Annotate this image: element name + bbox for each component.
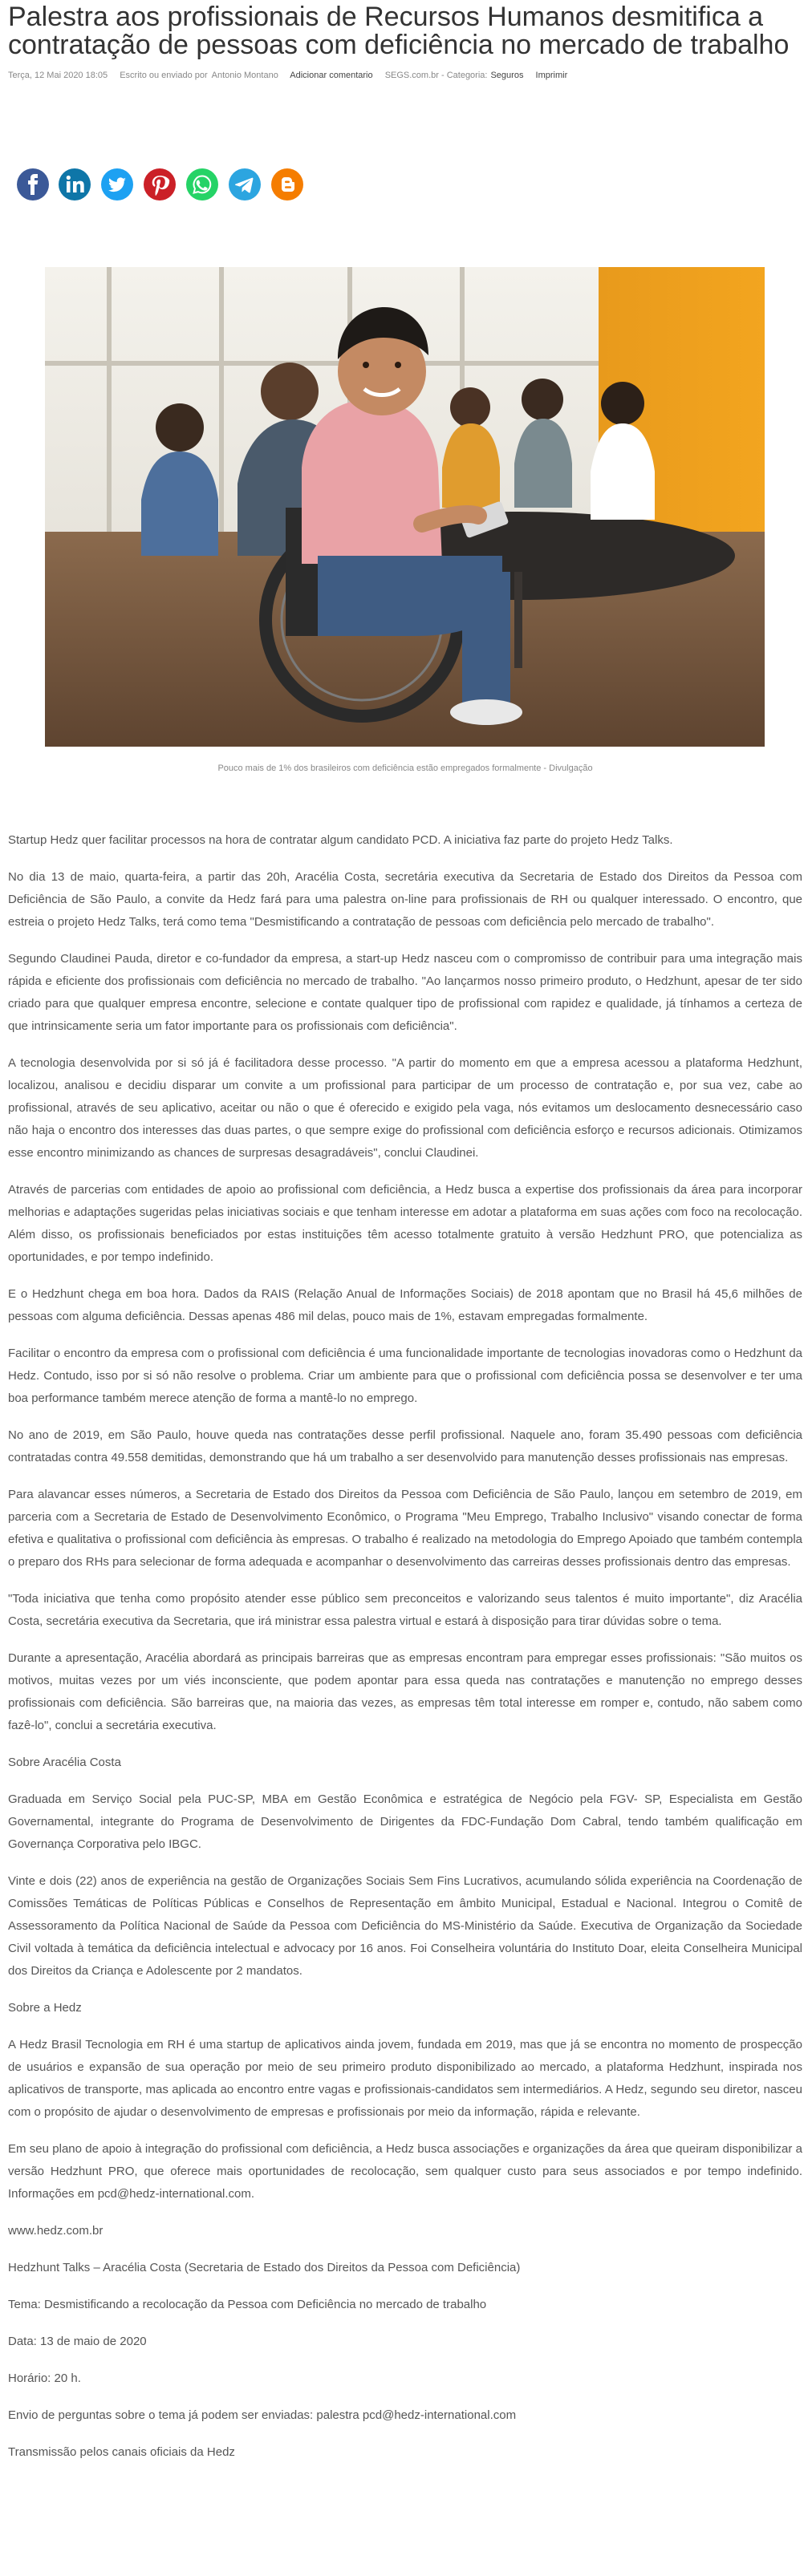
facebook-icon[interactable]: [17, 168, 49, 200]
whatsapp-icon[interactable]: [186, 168, 218, 200]
author-label: [120, 71, 278, 80]
article-paragraph: Graduada em Serviço Social pela PUC-SP, MBA em Gestão Econômica e estratégica de Negócio pela FGV- SP, Especialista em Gestão Governamental, integrante do Programa de Desenvolvimento de Dirigentes da FDC-Fundação Dom Cabral, tendo também qualificação em Governança Corporativa pelo IBGC.: [8, 1792, 802, 1851]
print-link[interactable]: Imprimir: [535, 71, 568, 80]
article-paragraph: Durante a apresentação, Aracélia abordará as principais barreiras que as empresas encontram para empregar esses profissionais: "São muitos os motivos, muitas vezes por um viés inconsciente, que podem apontar para essa queda nas contratações e manutenção no emprego desses profissionais com deficiência. São barreiras que, na maioria das vezes, as empresas têm total interesse em romper e, contudo, não sabem como fazê-lo", conclui a secretária executiva.: [8, 1651, 802, 1732]
category-link[interactable]: Seguros: [490, 71, 524, 80]
blogger-icon[interactable]: [271, 168, 303, 200]
article-paragraph: No ano de 2019, em São Paulo, houve queda nas contratações desse perfil profissional. Naquele ano, foram 35.490 pessoas com deficiência contratadas contra 49.558 demitidas, demonstrando que há um trabalho a ser desenvolvido para manutenção desses profissionais nas empresas.: [8, 1428, 802, 1464]
article-paragraph: A tecnologia desenvolvida por si só já é facilitadora desse processo. "A partir do momento em que a empresa acessou a plataforma Hedzhunt, localizou, analisou e decidiu disparar um convite a um profissional para participar de um processo de contratação e, por sua vez, cabe ao profissional, através de seu aplicativo, aceitar ou não o que é oferecido e exigido pela vaga, nós evitamos um deslocamento desnecessário caso não haja o encontro dos interesses das duas partes, o que sempre exige do profissional com deficiência esforço e recursos adicionais. Otimizamos esse encontro minimizando as chances de surpresas desagradáveis", conclui Claudinei.: [8, 1056, 802, 1160]
author-name: Antonio Montano: [211, 71, 278, 80]
photo-caption: Pouco mais de 1% dos brasileiros com deficiência estão empregados formalmente - Divulgação: [217, 763, 593, 773]
article-paragraph: E o Hedzhunt chega em boa hora. Dados da RAIS (Relação Anual de Informações Sociais) de 2018 apontam que no Brasil há 45,6 milhões de pessoas com alguma deficiência. Dessas apenas 486 mil delas, pouco mais de 1%, estavam empregadas formalmente.: [8, 1287, 802, 1323]
article-paragraph: "Toda iniciativa que tenha como propósito atender esse público sem preconceitos e valorizando seus talentos é muito importante", diz Aracélia Costa, secretária executiva da Secretaria, que irá ministrar essa palestra virtual e estará à disposição para tirar dúvidas sobre o tema.: [8, 1592, 802, 1628]
article-paragraph: www.hedz.com.br: [8, 2224, 104, 2238]
article-paragraph: Em seu plano de apoio à integração do profissional com deficiência, a Hedz busca associações e organizações da área que queiram disponibilizar a versão Hedzhunt PRO, que oferece mais oportunidades de recolocação, sem qualquer custo para seus associados e por tempo indefinido. Informações em pcd@hedz-international.com.: [8, 2142, 802, 2201]
add-comment-link[interactable]: Adicionar comentario: [290, 71, 373, 80]
article-paragraph: Transmissão pelos canais oficiais da Hedz: [8, 2445, 235, 2459]
telegram-icon[interactable]: [229, 168, 261, 200]
article-paragraph: Sobre Aracélia Costa: [8, 1756, 121, 1769]
article-paragraph: Tema: Desmistificando a recolocação da Pessoa com Deficiência no mercado de trabalho: [8, 2298, 487, 2311]
article-paragraph: No dia 13 de maio, quarta-feira, a partir das 20h, Aracélia Costa, secretária executiva da Secretaria de Estado dos Direitos da Pessoa com Deficiência de São Paulo, a convite da Hedz fará para uma palestra on-line para profissionais de RH ou qualquer interessado. O encontro, que estreia o projeto Hedz Talks, terá como tema "Desmistificando a contratação de pessoas com deficiência pelo mercado de trabalho".: [8, 870, 802, 929]
article-paragraph: Segundo Claudinei Pauda, diretor e co-fundador da empresa, a start-up Hedz nasceu com o compromisso de contribuir para uma integração mais rápida e eficiente dos profissionais com deficiência no mercado de trabalho. "Ao lançarmos nosso primeiro produto, o Hedzhunt, apesar de ter sido criado para que qualquer empresa encontre, selecione e contate qualquer tipo de profissional com rapidez e qualidade, já tínhamos a certeza de que intrinsicamente seria um fator importante para os profissionais com deficiência".: [8, 952, 802, 1033]
article-paragraph: A Hedz Brasil Tecnologia em RH é uma startup de aplicativos ainda jovem, fundada em 2019, mas que já se encontra no momento de prospecção de usuários e expansão de sua operação por meio de seu primeiro produto disponibilizado ao mercado, a plataforma Hedzhunt, inspirada nos aplicativos de transporte, mas aplicada ao encontro entre vagas e profissionais-candidatos sem intermediários. A Hedz, segundo seu diretor, nasceu com o propósito de ajudar o desenvolvimento de empresas e profissionais por meio da informação, rápida e relevante.: [8, 2038, 802, 2119]
article-meta: [8, 70, 802, 81]
article-paragraph: Sobre a Hedz: [8, 2001, 82, 2015]
site-label: SEGS.com.br - Categoria:: [384, 71, 488, 80]
article-body: [8, 829, 802, 2478]
article-paragraph: Startup Hedz quer facilitar processos na hora de contratar algum candidato PCD. A iniciativa faz parte do projeto Hedz Talks.: [8, 833, 673, 847]
article-paragraph: Hedzhunt Talks – Aracélia Costa (Secretaria de Estado dos Direitos da Pessoa com Deficiência): [8, 2261, 521, 2274]
site-category: [385, 71, 524, 80]
linkedin-icon[interactable]: [59, 168, 91, 200]
article-paragraph: Para alavancar esses números, a Secretaria de Estado dos Direitos da Pessoa com Deficiência de São Paulo, lançou em setembro de 2019, em parceria com a Secretaria de Estado de Desenvolvimento Econômico, o Programa "Meu Emprego, Trabalho Inclusivo" visando conectar de forma efetiva e qualitativa o profissional com deficiência às empresas. O trabalho é realizado na metodologia do Emprego Apoiado que também contempla o preparo dos RHs para selecionar de forma adequada e acompanhar o desenvolvimento das carreiras desses profissionais dentro das empresas.: [8, 1488, 802, 1569]
author-label-text: Escrito ou enviado por: [120, 71, 208, 80]
article-date: Terça, 12 Mai 2020 18:05: [8, 71, 108, 80]
office-wheelchair-photo: [45, 267, 765, 747]
article-paragraph: Horário: 20 h.: [8, 2371, 81, 2385]
article-paragraph: Envio de perguntas sobre o tema já podem ser enviadas: palestra pcd@hedz-international.com: [8, 2408, 517, 2422]
article-paragraph: Através de parcerias com entidades de apoio ao profissional com deficiência, a Hedz busca a expertise dos profissionais da área para incorporar melhorias e adaptações sugeridas pelas iniciativas sociais e que tenham interesse em adotar a plataforma em suas ações com foco na recolocação. Além disso, os profissionais beneficiados por estas instituições têm acesso totalmente gratuito à versão Hedzhunt PRO, que potencializa as oportunidades, e por tempo indefinido.: [8, 1183, 802, 1264]
twitter-icon[interactable]: [101, 168, 133, 200]
article-paragraph: Data: 13 de maio de 2020: [8, 2335, 147, 2348]
article-paragraph: Vinte e dois (22) anos de experiência na gestão de Organizações Sociais Sem Fins Lucrativos, acumulando sólida experiência na Coordenação de Comissões Temáticas de Políticas Públicas e Conselhos de Representação em âmbito Municipal, Estadual e Nacional. Integrou o Comitê de Assessoramento da Política Nacional de Saúde da Pessoa com Deficiência do MS-Ministério da Saúde. Executiva de Organização da Sociedade Civil voltada à temática da deficiência intelectual e advocacy por 16 anos. Foi Conselheira voluntária do Instituto Doar, eleita Conselheira Municipal dos Direitos da Criança e Adolescente por 2 mandatos.: [8, 1874, 802, 1978]
pinterest-icon[interactable]: [144, 168, 176, 200]
article-header: [8, 0, 802, 81]
article-title: Palestra aos profissionais de Recursos Humanos desmitifica a contratação de pessoas com deficiência no mercado de trabalho: [8, 2, 790, 60]
article-paragraph: Facilitar o encontro da empresa com o profissional com deficiência é uma funcionalidade importante de tecnologias inovadoras como o Hedzhunt da Hedz. Contudo, isso por si só não resolve o problema. Criar um ambiente para que o profissional com deficiência possa se desenvolver e ter uma boa performance também merece atenção de forma a mantê-lo no emprego.: [8, 1347, 802, 1405]
article-photo: [45, 267, 765, 747]
